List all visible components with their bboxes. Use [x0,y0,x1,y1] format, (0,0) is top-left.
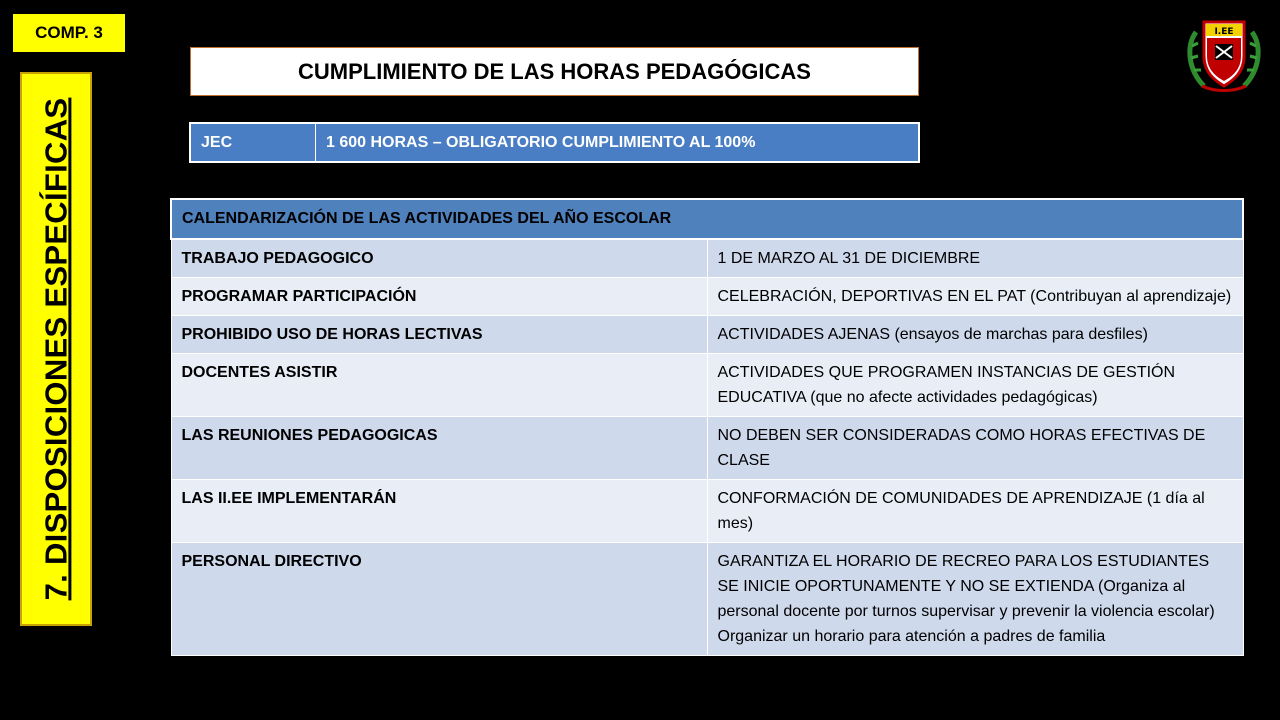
row-key: LAS REUNIONES PEDAGOGICAS [171,417,707,480]
row-value: NO DEBEN SER CONSIDERADAS COMO HORAS EFECTIVAS DE CLASE [707,417,1243,480]
row-value-line: Organizar un horario para atención a padres de familia [717,628,1106,645]
comp-badge: COMP. 3 [13,14,125,52]
schedule-table [170,198,1244,656]
page-title: CUMPLIMIENTO DE LAS HORAS PEDAGÓGICAS [190,47,919,96]
table-row [171,239,1243,278]
row-value: CELEBRACIÓN, DEPORTIVAS EN EL PAT (Contribuyan al aprendizaje) [707,278,1243,316]
table-row [171,480,1243,543]
row-key: DOCENTES ASISTIR [171,354,707,417]
svg-text:I.EE: I.EE [1214,27,1234,37]
table-row [171,316,1243,354]
jec-table [189,122,920,163]
school-crest-logo [1182,12,1266,96]
row-value [707,543,1243,656]
row-value: CONFORMACIÓN DE COMUNIDADES DE APRENDIZAJE (1 día al mes) [707,480,1243,543]
row-key: TRABAJO PEDAGOGICO [171,239,707,278]
section-side-title [20,72,92,626]
row-value-line: GARANTIZA EL HORARIO DE RECREO PARA LOS ESTUDIANTES SE INICIE OPORTUNAMENTE Y NO SE EXTIENDA (Organiza al personal docente por turnos supervisar y prevenir la violencia escolar) [717,553,1215,620]
jec-value: 1 600 HORAS – OBLIGATORIO CUMPLIMIENTO AL 100% [316,123,920,162]
table-row [171,278,1243,316]
row-key: PROGRAMAR PARTICIPACIÓN [171,278,707,316]
schedule-header-row [171,199,1243,239]
schedule-header: CALENDARIZACIÓN DE LAS ACTIVIDADES DEL AÑO ESCOLAR [171,199,1243,239]
table-row [171,543,1243,656]
row-value: ACTIVIDADES QUE PROGRAMEN INSTANCIAS DE GESTIÓN EDUCATIVA (que no afecte actividades pedagógicas) [707,354,1243,417]
row-value: 1 DE MARZO AL 31 DE DICIEMBRE [707,239,1243,278]
row-key: LAS II.EE IMPLEMENTARÁN [171,480,707,543]
table-row [171,354,1243,417]
table-row [171,417,1243,480]
row-key: PROHIBIDO USO DE HORAS LECTIVAS [171,316,707,354]
jec-row [190,123,919,162]
row-value: ACTIVIDADES AJENAS (ensayos de marchas para desfiles) [707,316,1243,354]
jec-label: JEC [201,133,233,151]
row-key: PERSONAL DIRECTIVO [171,543,707,656]
section-side-title-text: 7. DISPOSICIONES ESPECÍFICAS [38,97,74,601]
